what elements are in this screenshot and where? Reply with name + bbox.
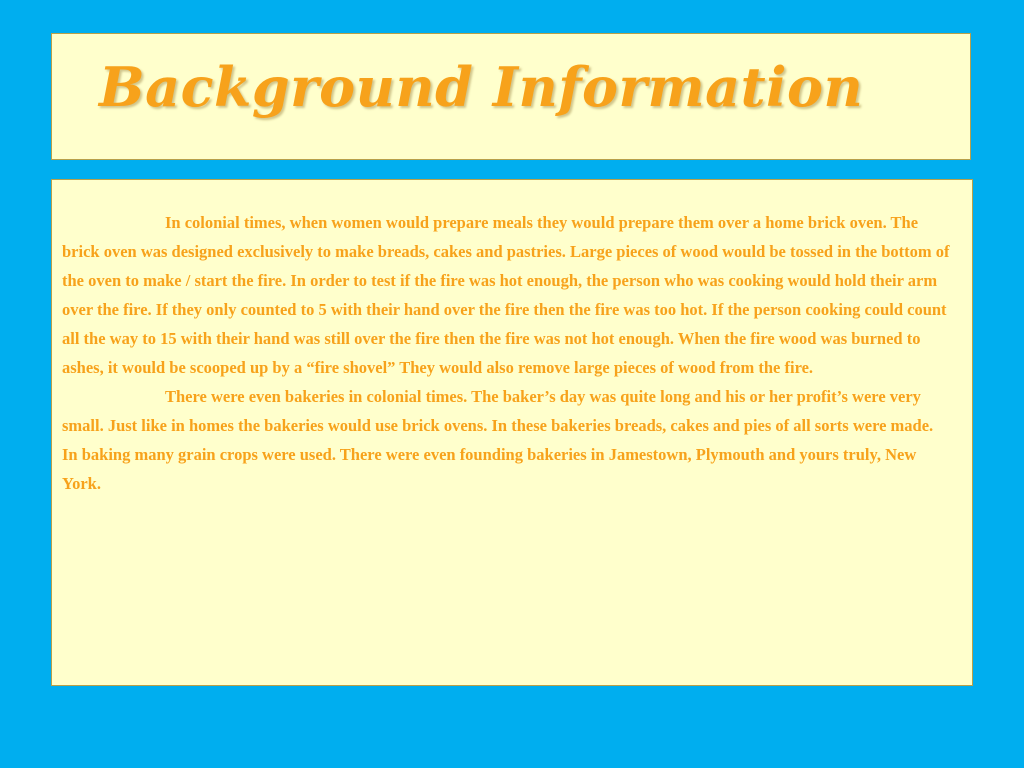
content-box xyxy=(51,179,973,686)
title-box xyxy=(51,33,971,160)
paragraph-colonial-cooking: In colonial times, when women would prepare meals they would prepare them over a home brick oven. The brick oven was designed exclusively to make breads, cakes and pastries. Large pieces of wood would be tossed in the bottom of the oven to make / start the fire. In order to test if the fire was hot enough, the person who was cooking would hold their arm over the fire. If they only counted to 5 with their hand over the fire then the fire was too hot. If the person cooking could count all the way to 15 with their hand was still over the fire then the fire was not hot enough. When the fire wood was burned to ashes, it would be scooped up by a “fire shovel” They would also remove large pieces of wood from the fire. xyxy=(62,213,950,377)
paragraph-colonial-bakeries: There were even bakeries in colonial times. The baker’s day was quite long and his or her profit’s were very small. Just like in homes the bakeries would use brick ovens. In these bakeries breads, cakes and pies of all sorts were made. In baking many grain crops were used. There were even founding bakeries in Jamestown, Plymouth and yours truly, New York. xyxy=(62,387,934,493)
slide-title: Background Information xyxy=(99,55,864,119)
